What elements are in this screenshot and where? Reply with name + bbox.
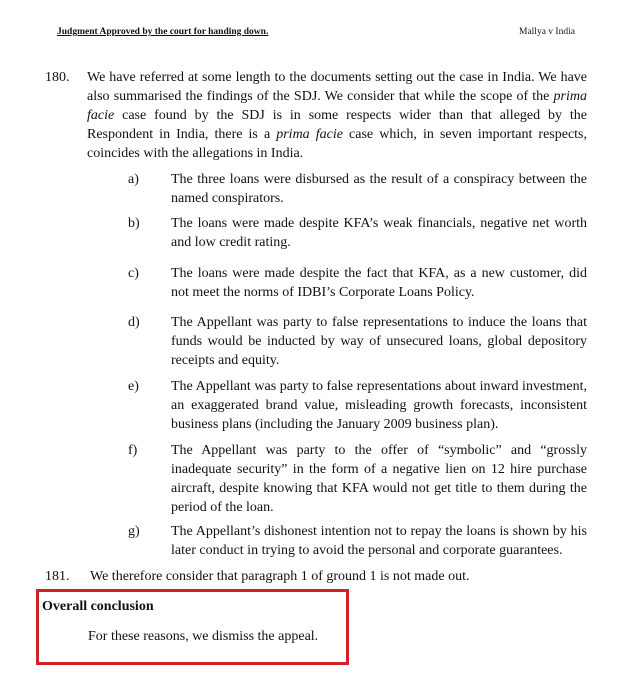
item-g-letter: g) xyxy=(128,524,140,539)
paragraph-180-text: We have referred at some length to the documents setting out the case in India. We have also summarised the findings of the SDJ. We consider that while the scope of the prima facie case found by the SDJ is in some respects wider than that alleged by the Respondent in India, there is a prima facie case which, in seven important respects, coincides with the allegations in India. xyxy=(87,70,588,161)
item-f-text: The Appellant was party to the offer of “symbolic” and “grossly inadequate security” in the form of a negative lien on 12 hire purchase aircraft, despite knowing that KFA would not get title to them during the period of the loan. xyxy=(171,443,587,515)
overall-conclusion-text: For these reasons, we dismiss the appeal. xyxy=(88,629,319,644)
item-d-letter: d) xyxy=(128,315,140,330)
paragraph-181-number: 181. xyxy=(45,569,70,584)
paragraph-180-number: 180. xyxy=(45,70,70,85)
paragraph-181-text: We therefore consider that paragraph 1 of ground 1 is not made out. xyxy=(90,569,470,584)
item-g-text: The Appellant’s dishonest intention not to repay the loans is shown by his later conduct in trying to avoid the personal and corporate guarantees. xyxy=(171,524,587,558)
overall-conclusion-heading: Overall conclusion xyxy=(42,599,154,614)
item-d-text: The Appellant was party to false representations to induce the loans that funds would be inducted by way of unsecured loans, global depository receipts and equity. xyxy=(171,315,587,368)
item-c-text: The loans were made despite the fact that KFA, as a new customer, did not meet the norms of IDBI’s Corporate Loans Policy. xyxy=(171,266,587,300)
item-c-letter: c) xyxy=(128,266,139,281)
item-a-letter: a) xyxy=(128,172,139,187)
item-b-letter: b) xyxy=(128,216,140,231)
item-e-text: The Appellant was party to false representations about inward investment, an exaggerated brand value, misleading growth forecasts, inconsistent business plans (including the January 2009 business plan). xyxy=(171,379,587,432)
judgment-header: Judgment Approved by the court for handing down. xyxy=(57,27,269,37)
item-b-text: The loans were made despite KFA’s weak financials, negative net worth and low credit rating. xyxy=(171,216,587,250)
item-f-letter: f) xyxy=(128,443,138,458)
item-e-letter: e) xyxy=(128,379,139,394)
case-name-header: Mallya v India xyxy=(519,27,575,37)
item-a-text: The three loans were disbursed as the result of a conspiracy between the named conspirators. xyxy=(171,172,587,206)
